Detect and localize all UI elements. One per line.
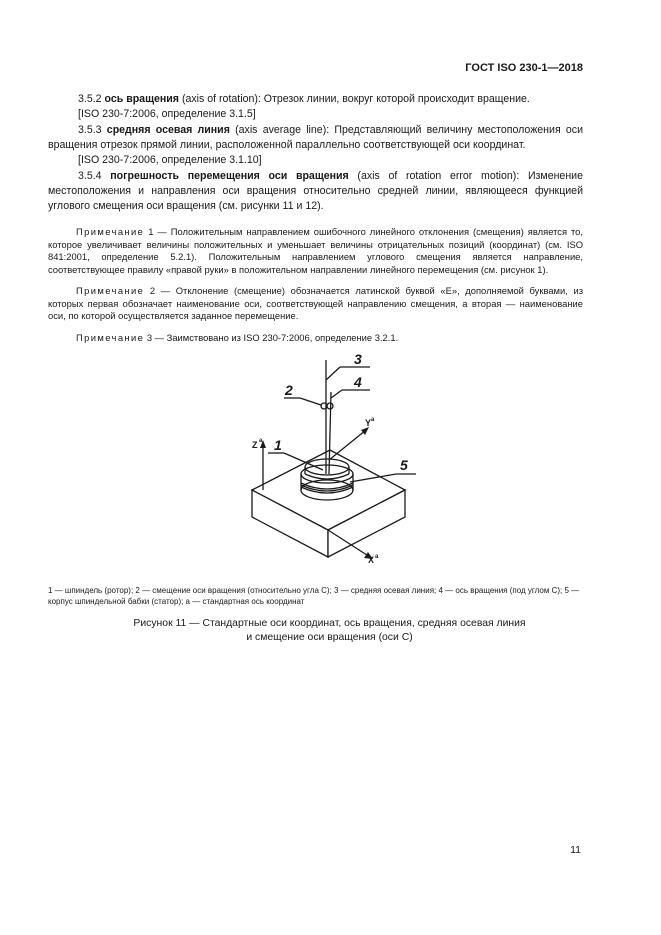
note-text: — Заимствовано из ISO 230-7:2006, определение 3.2.1. [154,331,399,343]
figure-legend: 1 — шпиндель (ротор); 2 — смещение оси вращения (относительно угла C); 3 — средняя осевая линия; 4 — ось вращения (под углом C); 5 — корпус шпиндельной бабки (статор); a — стандартная ось координат [48,586,580,606]
definition-reference: [ISO 230-7:2006, определение 3.1.10] [78,154,262,166]
axes-diagram [230,350,450,570]
definition-number: 3.5.3 [78,124,102,136]
definition-text: (axis average line): Представляющий величину местоположения оси вращения отрезок прямой линии, расположенной параллельно соответствующей оси координат. [48,124,584,151]
caption-line-1: Рисунок 11 — Стандартные оси координат, ось вращения, средняя осевая линия [133,618,526,629]
note-label: Примечание [76,331,145,343]
definition-3-5-4 [48,169,583,214]
definition-reference: [ISO 230-7:2006, определение 3.1.5] [78,108,256,120]
definition-term: средняя осевая линия [106,124,230,136]
note-3 [48,332,583,345]
notes [48,226,583,344]
z-axis-sup: a [259,438,263,444]
figure-caption [48,617,611,644]
note-2 [48,285,583,323]
y-axis-sup: a [371,417,375,423]
callout-5: 5 [400,457,408,473]
callout-4: 4 [354,374,362,390]
leader-4 [331,390,342,398]
x-axis-sup: a [375,554,379,560]
definition-term: погрешность перемещения оси вращения [110,170,349,182]
x-axis-label: X [368,555,375,565]
definition-term: ось вращения [104,93,179,105]
page-body [48,92,583,353]
z-axis-label: Z [252,440,258,450]
note-label: Примечание [76,285,145,296]
note-number: 2 [149,285,156,296]
callout-2: 2 [285,382,293,398]
definition-3-5-3 [48,123,583,168]
definition-3-5-2 [48,92,583,122]
definition-text: (axis of rotation error motion): Изменение местоположения и направления оси вращения относительно средней линии, являющееся функцией углового смещения оси вращения (см. рисунки 11 и 12). [48,170,583,212]
leader-2 [300,398,321,405]
document-code: ГОСТ ISO 230-1—2018 [465,62,583,74]
caption-line-2: и смещение оси вращения (оси C) [246,631,413,643]
y-axis-label: Y [365,418,372,428]
note-label: Примечание [76,226,145,237]
figure-11-diagram [230,350,450,570]
y-axis [329,430,366,460]
definition-number: 3.5.2 [78,93,102,105]
definition-number: 3.5.4 [78,170,102,182]
note-number: 1 [148,226,154,237]
definition-text: (axis of rotation): Отрезок линии, вокруг которой происходит вращение. [179,93,530,105]
note-text: — Отклонение (смещение) обозначается латинской буквой «E», дополняемой буквами, из которых первая обозначает наименование оси, соответствующей направлению смещения, а вторая — наименование оси, по которой осуществляется заданное перемещение. [48,285,583,321]
leader-3 [326,367,340,380]
note-number: 3 [146,331,153,343]
callout-1: 1 [274,437,282,453]
note-1 [48,226,583,276]
callout-3: 3 [354,351,362,367]
page-number: 11 [570,844,581,856]
note-text: — Положительным направлением ошибочного линейного отклонения (смещения) является то, которое увеличивает величины положительных и уменьшает величины отрицательных позиций (координат) (см. ISO 841:2001, определение 5.2.1). Положительным направлением углового смещения является направление, соответствующее правилу «правой руки» в положительном направлении линейного перемещения (см. рисунок 1). [48,226,584,275]
